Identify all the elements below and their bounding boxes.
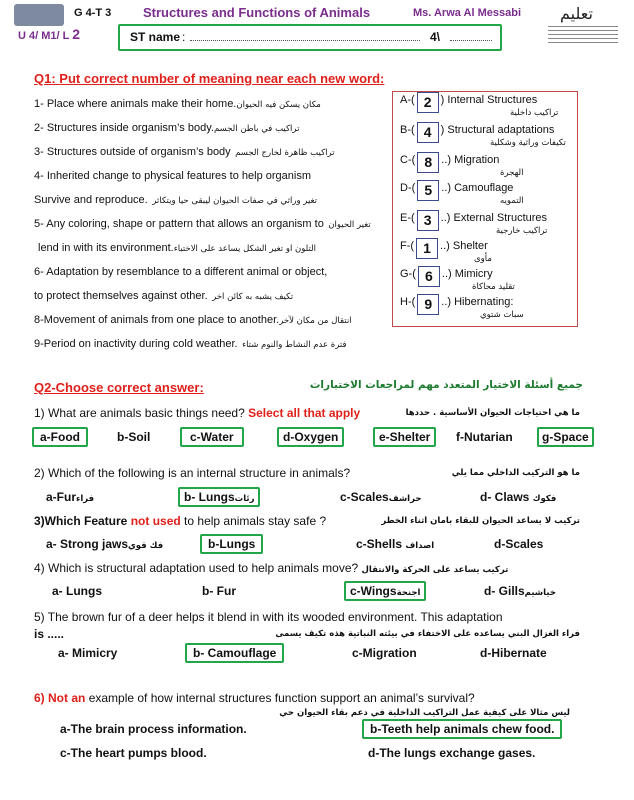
definition-text: to protect themselves against other.: [34, 290, 208, 302]
option-c[interactable]: c-Migration: [352, 646, 417, 660]
option-c[interactable]: [344, 581, 426, 601]
option-a[interactable]: a-Food: [32, 427, 88, 447]
option-b[interactable]: b-Teeth help animals chew food.: [362, 719, 562, 739]
definition-text: 3- Structures outside of organism’s body: [34, 146, 231, 158]
answer-box[interactable]: 6: [418, 266, 440, 287]
option-a[interactable]: [46, 490, 94, 504]
word-letter: E-(: [400, 212, 415, 224]
word-ar-d: التمويه: [500, 196, 524, 206]
q6-options: [0, 716, 634, 776]
option-text: c-Shells: [356, 537, 403, 551]
option-a[interactable]: a- Mimicry: [58, 646, 118, 660]
unit-number: 2: [72, 26, 81, 42]
question-text: example of how internal structures function support an animal’s survival?: [88, 691, 475, 705]
word-ar-g: تقليد محاكاة: [472, 282, 515, 292]
question-5: 5) The brown fur of a deer helps it blend in with its wooded environment. This adaptation: [34, 610, 503, 624]
ministry-logo-lines: [548, 26, 618, 44]
word-ar-a: تراكيب داخلية: [510, 108, 559, 118]
option-text: a- Strong jaws: [46, 537, 129, 551]
option-c[interactable]: [340, 490, 422, 504]
unit-label: [18, 26, 80, 42]
option-text: d- Gills: [484, 584, 525, 598]
option-b[interactable]: [178, 487, 260, 507]
definition-6: [34, 262, 327, 280]
word-letter: F-(: [400, 240, 415, 252]
question-text: 3)Which Feature: [34, 514, 128, 528]
option-text: a-Fur: [46, 490, 76, 504]
definition-8: [34, 310, 352, 328]
definition-5: [34, 214, 371, 232]
option-d[interactable]: d-Hibernate: [480, 646, 547, 660]
score-label: 4\: [430, 30, 441, 44]
student-name-field[interactable]: [190, 40, 420, 41]
question-6: [34, 691, 475, 705]
answer-box[interactable]: 4: [417, 122, 439, 143]
option-b[interactable]: b-Soil: [117, 430, 151, 444]
definition-4b: [34, 190, 317, 208]
word-row-c: [400, 152, 499, 173]
word-letter: D-(: [400, 182, 416, 194]
option-c[interactable]: [356, 537, 434, 551]
word-ar-e: تراكيب خارجية: [496, 226, 548, 236]
question-3-ar: تركيب لا يساعد الحيوان للبقاء بامان اثناء الخطر: [381, 516, 580, 526]
q2-title: Q2-Choose correct answer:: [34, 380, 204, 395]
word-text: ..) Shelter: [440, 240, 488, 252]
word-letter: H-(: [400, 296, 416, 308]
answer-box[interactable]: 2: [417, 92, 439, 113]
definition-text: 2- Structures inside organism’s body.: [34, 122, 214, 134]
word-text: ) Internal Structures: [440, 94, 538, 106]
option-b[interactable]: b- Fur: [202, 584, 236, 598]
option-d[interactable]: d-The lungs exchange gases.: [368, 746, 536, 760]
option-ar: خياشيم: [524, 588, 556, 598]
definition-5b: [38, 238, 316, 256]
option-ar: فراء: [76, 494, 95, 504]
definition-ar: فترة عدم النشاط والنوم شتاء: [242, 340, 347, 350]
option-d[interactable]: d-Oxygen: [277, 427, 344, 447]
word-text: ..) Camouflage: [441, 182, 514, 194]
question-4: [34, 561, 508, 575]
q3-options: [0, 531, 634, 557]
question-5-ar: فراء الغزال البني يساعده على الاختفاء في بيئته النباتية هذه تكيف يسمى: [275, 629, 580, 639]
definition-ar: تراكيب في باطن الجسم: [213, 124, 300, 134]
question-1: [34, 406, 360, 420]
word-text: ..) Migration: [441, 154, 500, 166]
option-c[interactable]: c-Water: [180, 427, 244, 447]
word-letter: A-(: [400, 94, 415, 106]
student-name-box[interactable]: [118, 24, 502, 51]
question-extra: Select all that apply: [248, 406, 361, 420]
definition-text: 9-Period on inactivity during cold weather.: [34, 338, 238, 350]
q2-title-ar: جميع أسئلة الاختيار المتعدد مهم لمراجعات الاختبارات: [309, 379, 583, 391]
option-ar: اصداف: [405, 541, 435, 551]
option-text: b- Lungs: [184, 490, 235, 504]
option-g[interactable]: g-Space: [537, 427, 594, 447]
question-not: 6) Not an: [34, 691, 86, 705]
option-ar: فكوك: [532, 494, 557, 504]
option-f[interactable]: f-Nutarian: [456, 430, 513, 444]
word-ar-f: مأوى: [474, 254, 492, 264]
question-5-line2: is .....: [34, 627, 65, 641]
question-ar: تركيب يساعد على الحركة والانتقال: [361, 565, 509, 575]
option-a[interactable]: a-The brain process information.: [60, 722, 247, 736]
question-2-ar: ما هو التركيب الداخلي مما يلي: [451, 468, 580, 478]
student-name-label: ST name: [130, 30, 181, 44]
question-2: 2) Which of the following is an internal structure in animals?: [34, 466, 351, 480]
option-text: c-Wings: [350, 584, 397, 598]
option-ar: فك قوي: [128, 541, 164, 551]
q1-title: Q1: Put correct number of meaning near each new word:: [34, 71, 385, 86]
option-d[interactable]: [480, 490, 556, 504]
answer-box[interactable]: 3: [417, 210, 439, 231]
definition-text: 4- Inherited change to physical features to help organism: [34, 170, 311, 182]
question-6-ar: ليس مثالا على كيفية عمل التراكيب الداخلية في دعم بقاء الحيوان حي: [279, 708, 570, 718]
definition-3: [34, 142, 335, 160]
definition-6b: [34, 286, 293, 304]
definition-4: [34, 166, 311, 184]
definition-ar: تغير الحيوان: [328, 220, 371, 230]
option-d[interactable]: d-Scales: [494, 537, 544, 551]
answer-box[interactable]: 5: [417, 180, 439, 201]
definition-text: lend in with its environment.: [38, 242, 174, 254]
definition-text: 8-Movement of animals from one place to another.: [34, 314, 280, 326]
question-text: 1) What are animals basic things need?: [34, 406, 245, 420]
definition-ar: انتقال من مكان لآخر: [279, 316, 352, 326]
definition-ar: تراكيب ظاهرة لخارج الجسم: [235, 148, 335, 158]
definition-text: 5- Any coloring, shape or pattern that allows an organism to: [34, 218, 324, 230]
definition-ar: تكيف يشبه به كائن اخر: [212, 292, 294, 302]
word-ar-h: سبات شتوي: [480, 310, 524, 320]
definition-ar: التلون او تغير الشكل يساعد على الاختباء: [173, 244, 316, 254]
word-ar-c: الهجرة: [500, 168, 524, 178]
definition-1: [34, 94, 321, 112]
word-letter: C-(: [400, 154, 416, 166]
word-text: ..) Mimicry: [441, 268, 493, 280]
school-logo: [14, 4, 64, 26]
answer-box[interactable]: 8: [417, 152, 439, 173]
definition-ar: تغير وراثي في صفات الحيوان ليبقى حيا ويتكاثر: [152, 196, 317, 206]
definition-ar: مكان يسكن فيه الحيوان: [236, 100, 321, 110]
option-ar: رئات: [234, 494, 255, 504]
score-field[interactable]: [450, 40, 492, 41]
question-text-2: to help animals stay safe ?: [184, 514, 327, 528]
word-text: ..) External Structures: [440, 212, 548, 224]
name-colon: :: [182, 30, 186, 44]
option-b[interactable]: b-Lungs: [200, 534, 263, 554]
word-text: ..) Hibernating:: [441, 296, 514, 308]
option-a[interactable]: a- Lungs: [52, 584, 102, 598]
word-ar-b: تكيفات وراثية وشكلية: [490, 138, 566, 148]
option-ar: حراشف: [388, 494, 422, 504]
option-text: d- Claws: [480, 490, 530, 504]
word-row-d: [400, 180, 513, 201]
question-not: not used: [130, 514, 181, 528]
q5-options: [0, 640, 634, 666]
option-ar: اجنحة: [396, 588, 421, 598]
ministry-logo: تعليم: [560, 4, 593, 23]
answer-box[interactable]: 9: [417, 294, 439, 315]
word-letter: B-(: [400, 124, 415, 136]
question-1-ar: ما هي احتياجات الحيوان الأساسية . حددها: [405, 408, 580, 418]
option-a[interactable]: [46, 537, 163, 551]
q1-options: [0, 424, 634, 452]
definition-text: 6- Adaptation by resemblance to a different animal or object,: [34, 266, 328, 278]
option-c[interactable]: c-The heart pumps blood.: [60, 746, 207, 760]
definition-text: 1- Place where animals make their home.: [34, 98, 237, 110]
word-text: ) Structural adaptations: [440, 124, 555, 136]
option-b[interactable]: b- Camouflage: [185, 643, 284, 663]
page-title: Structures and Functions of Animals: [143, 5, 371, 20]
definition-text: Survive and reproduce.: [34, 194, 148, 206]
definition-2: [34, 118, 299, 136]
answer-box[interactable]: 1: [416, 238, 438, 259]
definition-9: [34, 334, 347, 352]
q4-options: [0, 578, 634, 604]
grade-label: G 4-T 3: [74, 7, 112, 19]
question-text: 4) Which is structural adaptation used to help animals move?: [34, 561, 359, 575]
option-d[interactable]: [484, 584, 556, 598]
question-3: [34, 514, 326, 528]
q2-options: [0, 484, 634, 510]
option-e[interactable]: e-Shelter: [373, 427, 436, 447]
unit-text: U 4/ M1/ L: [18, 30, 70, 42]
word-letter: G-(: [400, 268, 416, 280]
teacher-name: Ms. Arwa Al Messabi: [413, 7, 521, 19]
option-text: c-Scales: [340, 490, 389, 504]
